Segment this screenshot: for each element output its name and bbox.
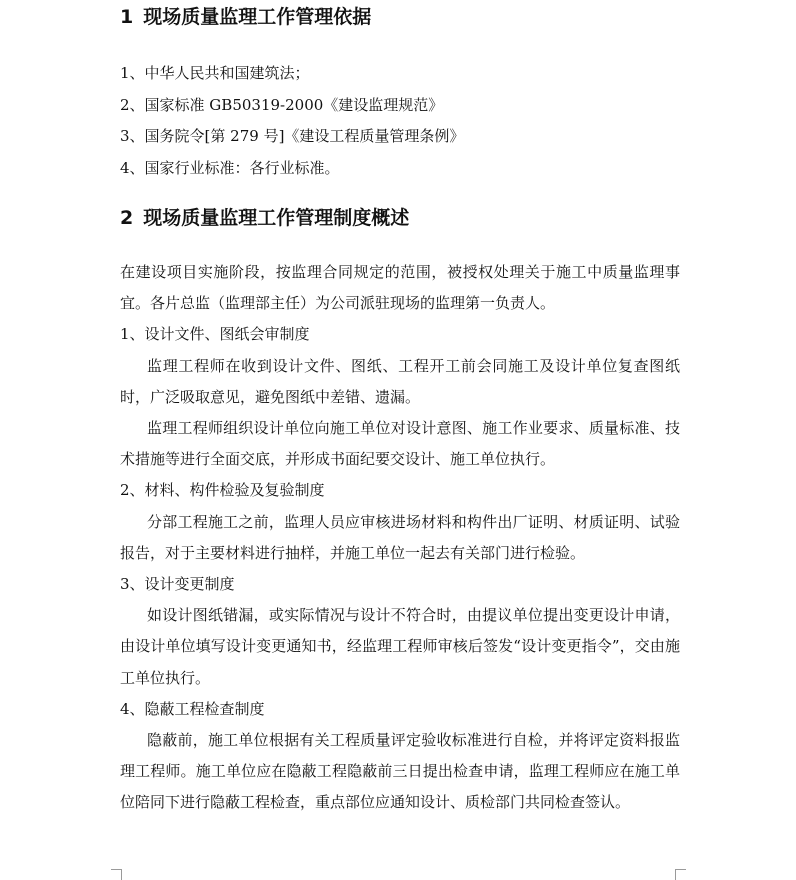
section-2-heading [120,205,409,231]
section-1-basis-list [120,58,464,184]
basis-item: 1、中华人民共和国建筑法； [120,64,310,82]
subsection-title: 4、隐蔽工程检查制度 [120,699,265,718]
subsection-title: 3、设计变更制度 [120,575,235,594]
section-2-intro: 在建设项目实施阶段，按监理合同规定的范围，被授权处理关于施工中质量监理事宜。各片总监（监理部主任）为公司派驻现场的监理第一负责人。 [120,263,680,313]
section-1-title: 现场质量监理工作管理依据 [143,6,372,28]
subsection-paragraph: 如设计图纸错漏，或实际情况与设计不符合时，由提议单位提出变更设计申请，由设计单位填写设计变更通知书，经监理工程师审核后签发“设计变更指令”，交由施工单位执行。 [120,606,680,687]
subsection-paragraph: 监理工程师组织设计单位向施工单位对设计意图、施工作业要求、质量标准、技术措施等进行全面交底，并形成书面纪要交设计、施工单位执行。 [120,419,680,469]
section-2-title: 现场质量监理工作管理制度概述 [143,207,410,229]
basis-item: 2、国家标准 GB50319-2000《建设监理规范》 [120,95,444,114]
page-corner-marker-right [675,869,686,880]
subsection-paragraph: 分部工程施工之前，监理人员应审核进场材料和构件出厂证明、材质证明、试验报告，对于主要材料进行抽样，并施工单位一起去有关部门进行检验。 [120,512,680,562]
basis-item: 4、国家行业标准：各行业标准。 [120,158,340,177]
subsection-title: 1、设计文件、图纸会审制度 [120,325,310,344]
section-2-body [120,257,680,819]
section-1-heading [120,4,371,30]
page-corner-marker-left [111,869,122,880]
section-1-number: 1 [120,6,134,28]
subsection-title: 2、材料、构件检验及复验制度 [120,481,325,500]
basis-item: 3、国务院令[第 279 号]《建设工程质量管理条例》 [120,127,465,145]
subsection-paragraph: 隐蔽前，施工单位根据有关工程质量评定验收标准进行自检，并将评定资料报监理工程师。施工单位应在隐蔽工程隐蔽前三日提出检查申请，监理工程师应在施工单位陪同下进行隐蔽工程检查，重点部位应通知设计、质检部门共同检查签认。 [120,731,680,812]
subsection-paragraph: 监理工程师在收到设计文件、图纸、工程开工前会同施工及设计单位复查图纸时，广泛吸取意见，避免图纸中差错、遗漏。 [120,356,680,406]
section-2-number: 2 [120,207,134,229]
